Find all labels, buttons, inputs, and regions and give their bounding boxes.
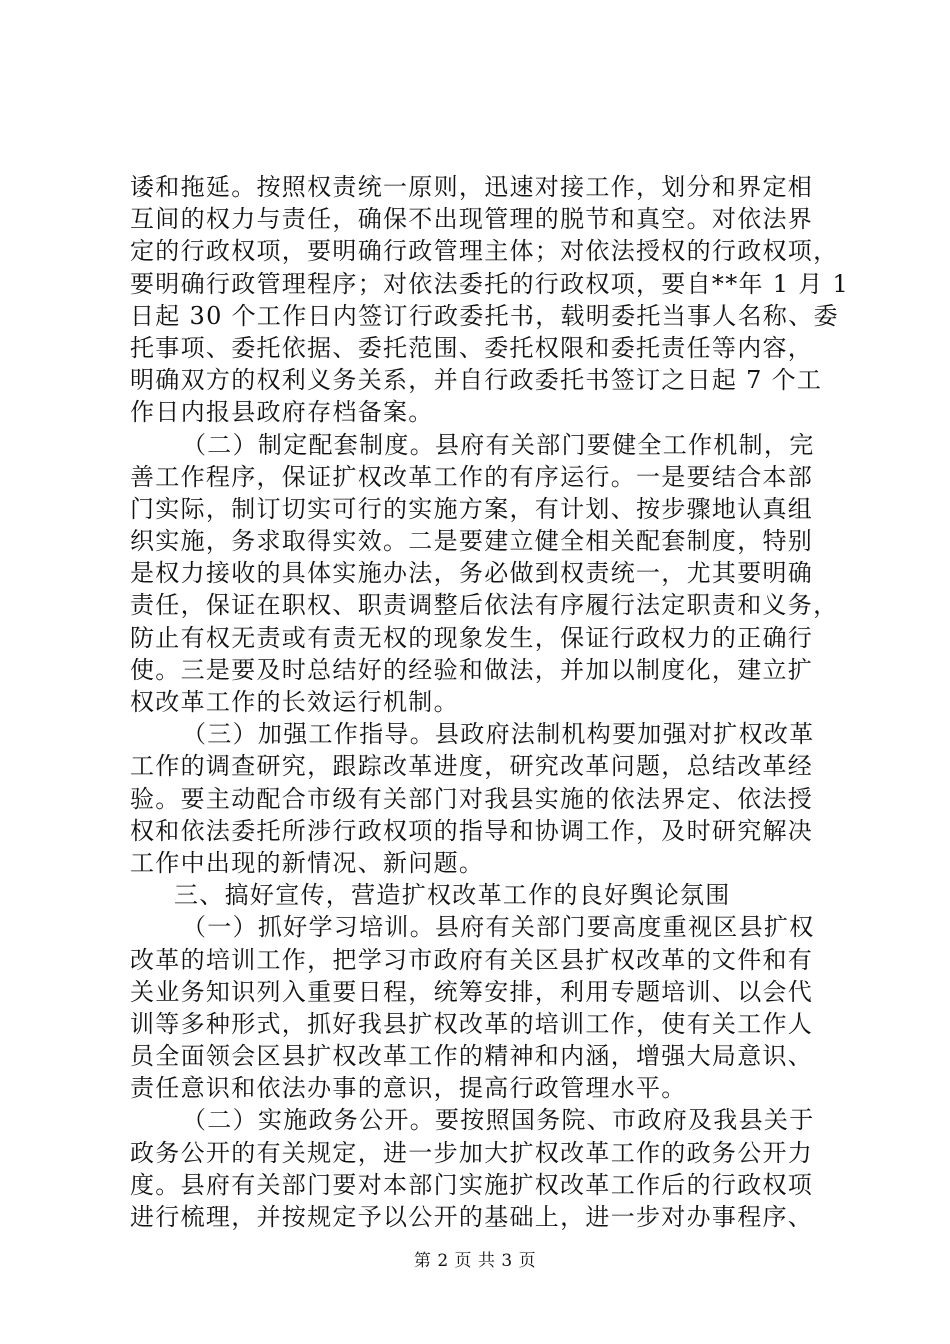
text-line: 防止有权无责或有责无权的现象发生，保证行政权力的正确行 [130,623,814,652]
paragraph-heading-line: （二）制定配套制度。县府有关部门要健全工作机制，完 [182,430,815,459]
document-body [130,171,850,1233]
text-line: 训等多种形式，抓好我县扩权改革的培训工作，使有关工作人 [130,1009,814,1038]
text-line: 织实施，务求取得实效。二是要建立健全相关配套制度，特别 [130,527,814,556]
text-line: 要明确行政管理程序；对依法委托的行政权项，要自**年 1 月 1 [130,269,850,298]
text-line: 使。三是要及时总结好的经验和做法，并加以制度化，建立扩 [130,655,814,684]
text-line: 责任，保证在职权、职责调整后依法有序履行法定职责和义务， [130,591,839,620]
text-line: 作日内报县政府存档备案。 [130,398,434,427]
text-line: 日起 30 个工作日内签订行政委托书，载明委托当事人名称、委 [130,301,839,330]
text-line: 善工作程序，保证扩权改革工作的有序运行。一是要结合本部 [130,462,814,491]
text-line: 互间的权力与责任，确保不出现管理的脱节和真空。对依法界 [130,205,814,234]
text-line: 工作的调查研究，跟踪改革进度，研究改革问题，总结改革经 [130,752,814,781]
text-line: 员全面领会区县扩权改革工作的精神和内涵，增强大局意识、 [130,1042,814,1071]
section-heading: 三、搞好宣传，营造扩权改革工作的良好舆论氛围 [174,881,731,910]
text-line: 托事项、委托依据、委托范围、委托权限和委托责任等内容， [130,333,814,362]
text-line: 工作中出现的新情况、新问题。 [130,848,485,877]
paragraph-heading-line: （二）实施政务公开。要按照国务院、市政府及我县关于 [182,1106,815,1135]
text-line: 度。县府有关部门要对本部门实施扩权改革工作后的行政权项 [130,1170,814,1199]
text-line: 责任意识和依法办事的意识，提高行政管理水平。 [130,1074,687,1103]
text-line: 诿和拖延。按照权责统一原则，迅速对接工作，划分和界定相 [130,173,814,201]
text-line: 权和依法委托所涉行政权项的指导和协调工作，及时研究解决 [130,816,814,845]
text-line: 验。要主动配合市级有关部门对我县实施的依法界定、依法授 [130,784,814,813]
text-line: 门实际，制订切实可行的实施方案，有计划、按步骤地认真组 [130,494,814,523]
text-line: 关业务知识列入重要日程，统筹安排，利用专题培训、以会代 [130,977,814,1006]
paragraph-heading-line: （三）加强工作指导。县政府法制机构要加强对扩权改革 [182,720,815,749]
paragraph-heading-line: （一）抓好学习培训。县府有关部门要高度重视区县扩权 [182,913,815,942]
text-line: 明确双方的权利义务关系，并自行政委托书签订之日起 7 个工 [130,366,823,395]
text-line: 权改革工作的长效运行机制。 [130,688,459,716]
text-line: 进行梳理，并按规定予以公开的基础上，进一步对办事程序、 [130,1203,814,1231]
text-line: 改革的培训工作，把学习市政府有关区县扩权改革的文件和有 [130,945,814,974]
text-line: 是权力接收的具体实施办法，务必做到权责统一，尤其要明确 [130,559,814,588]
text-line: 政务公开的有关规定，进一步加大扩权改革工作的政务公开力 [130,1138,814,1167]
text-line: 定的行政权项，要明确行政管理主体；对依法授权的行政权项， [130,237,839,266]
page-number-footer: 第 2 页 共 3 页 [413,1251,537,1271]
